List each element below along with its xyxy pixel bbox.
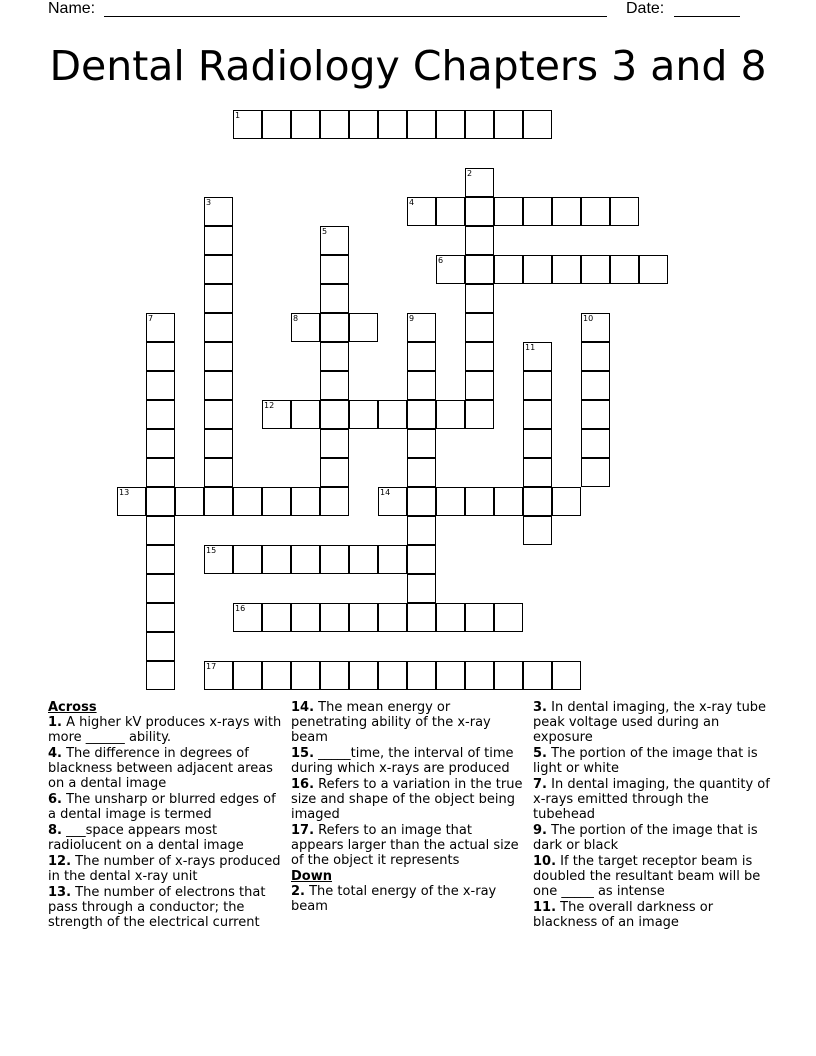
clue-item (48, 715, 284, 745)
clue-item-number: 14. (291, 700, 315, 715)
crossword-cell[interactable] (291, 400, 320, 429)
crossword-cell[interactable] (523, 255, 552, 284)
crossword-cell[interactable] (320, 400, 349, 429)
crossword-cell[interactable] (378, 545, 407, 574)
clue-item-number: 11. (533, 900, 557, 915)
crossword-cell[interactable] (407, 661, 436, 690)
crossword-cell[interactable] (610, 197, 639, 226)
crossword-cell[interactable] (291, 487, 320, 516)
crossword-cell[interactable] (146, 632, 175, 661)
clue-item (291, 777, 523, 822)
crossword-cell[interactable] (552, 487, 581, 516)
crossword-cell[interactable] (262, 661, 291, 690)
crossword-cell[interactable] (581, 197, 610, 226)
clue-number: 11 (525, 343, 536, 352)
crossword-cell[interactable] (436, 197, 465, 226)
crossword-cell[interactable] (291, 661, 320, 690)
date-label: Date: (626, 0, 665, 17)
crossword-cell[interactable] (349, 545, 378, 574)
crossword-cell[interactable] (465, 342, 494, 371)
crossword-cell[interactable] (349, 661, 378, 690)
crossword-cell[interactable] (436, 400, 465, 429)
crossword-cell[interactable] (378, 661, 407, 690)
crossword-cell[interactable] (320, 313, 349, 342)
clue-item-text: The portion of the image that is light or white (533, 746, 758, 776)
crossword-cell[interactable] (233, 603, 262, 632)
crossword-cell[interactable] (465, 197, 494, 226)
clue-item-text: The portion of the image that is dark or black (533, 823, 758, 853)
crossword-cell[interactable] (465, 487, 494, 516)
crossword-cell[interactable] (436, 603, 465, 632)
clue-number: 13 (119, 488, 130, 497)
clue-number: 3 (206, 198, 212, 207)
clue-number: 8 (293, 314, 299, 323)
crossword-cell[interactable] (581, 429, 610, 458)
crossword-cell[interactable] (175, 487, 204, 516)
clue-item-text: If the target receptor beam is doubled the resultant beam will be one _____ as intense (533, 854, 761, 899)
clue-number: 10 (583, 314, 594, 323)
crossword-cell[interactable] (320, 255, 349, 284)
crossword-cell[interactable] (494, 197, 523, 226)
clue-item-number: 16. (291, 777, 315, 792)
crossword-cell[interactable] (378, 487, 407, 516)
page-title: Dental Radiology Chapters 3 and 8 (49, 42, 767, 90)
crossword-cell[interactable] (204, 458, 233, 487)
crossword-cell[interactable] (378, 110, 407, 139)
crossword-cell[interactable] (291, 545, 320, 574)
crossword-cell[interactable] (349, 400, 378, 429)
crossword-cell[interactable] (204, 284, 233, 313)
crossword-cell[interactable] (523, 400, 552, 429)
clue-item-number: 15. (291, 746, 315, 761)
crossword-cell[interactable] (581, 342, 610, 371)
clue-column-1 (48, 700, 284, 931)
crossword-cell[interactable] (378, 603, 407, 632)
crossword-cell[interactable] (320, 342, 349, 371)
clue-item (533, 854, 773, 899)
clue-item-text: Refers to a variation in the true size and shape of the object being imaged (291, 777, 523, 822)
clue-item-number: 4. (48, 746, 62, 761)
crossword-cell[interactable] (407, 110, 436, 139)
crossword-cell[interactable] (233, 110, 262, 139)
crossword-cell[interactable] (523, 429, 552, 458)
clue-item-number: 3. (533, 700, 547, 715)
clue-item-text: The unsharp or blurred edges of a dental image is termed (48, 792, 276, 822)
crossword-cell[interactable] (320, 284, 349, 313)
crossword-cell[interactable] (407, 516, 436, 545)
crossword-cell[interactable] (204, 400, 233, 429)
crossword-cell[interactable] (146, 603, 175, 632)
crossword-cell[interactable] (204, 487, 233, 516)
crossword-cell[interactable] (320, 545, 349, 574)
crossword-cell[interactable] (349, 603, 378, 632)
clue-number: 17 (206, 662, 217, 671)
crossword-cell[interactable] (204, 429, 233, 458)
crossword-cell[interactable] (233, 487, 262, 516)
clue-item-text: A higher kV produces x-rays with more ______ ability. (48, 715, 282, 745)
crossword-cell[interactable] (523, 342, 552, 371)
crossword-cell[interactable] (407, 574, 436, 603)
clue-item-number: 6. (48, 792, 62, 807)
crossword-cell[interactable] (436, 110, 465, 139)
clue-section-heading: Across (48, 700, 97, 715)
clue-number: 1 (235, 111, 241, 120)
crossword-cell[interactable] (146, 545, 175, 574)
clue-item-number: 12. (48, 854, 72, 869)
crossword-cell[interactable] (349, 313, 378, 342)
crossword-cell[interactable] (146, 313, 175, 342)
clue-item-text: The mean energy or penetrating ability of the x-ray beam (291, 700, 491, 745)
crossword-cell[interactable] (523, 110, 552, 139)
crossword-cell[interactable] (523, 197, 552, 226)
crossword-cell[interactable] (146, 458, 175, 487)
crossword-cell[interactable] (407, 458, 436, 487)
crossword-cell[interactable] (407, 197, 436, 226)
clue-item-number: 5. (533, 746, 547, 761)
crossword-cell[interactable] (320, 603, 349, 632)
clue-item (533, 700, 773, 745)
crossword-cell[interactable] (320, 429, 349, 458)
crossword-cell[interactable] (320, 110, 349, 139)
crossword-cell[interactable] (523, 661, 552, 690)
clue-number: 6 (438, 256, 444, 265)
crossword-cell[interactable] (523, 458, 552, 487)
crossword-cell[interactable] (436, 487, 465, 516)
crossword-cell[interactable] (581, 255, 610, 284)
crossword-cell[interactable] (610, 255, 639, 284)
clue-number: 5 (322, 227, 328, 236)
crossword-cell[interactable] (407, 400, 436, 429)
crossword-cell[interactable] (407, 545, 436, 574)
clue-number: 9 (409, 314, 415, 323)
crossword-cell[interactable] (117, 487, 146, 516)
crossword-cell[interactable] (146, 371, 175, 400)
crossword-cell[interactable] (581, 371, 610, 400)
clue-item (48, 792, 284, 822)
crossword-cell[interactable] (407, 487, 436, 516)
crossword-cell[interactable] (523, 371, 552, 400)
crossword-cell[interactable] (262, 545, 291, 574)
clue-item-text: _____time, the interval of time during which x-rays are produced (291, 746, 514, 776)
crossword-cell[interactable] (262, 110, 291, 139)
clue-number: 16 (235, 604, 246, 613)
crossword-cell[interactable] (204, 255, 233, 284)
crossword-cell[interactable] (407, 429, 436, 458)
crossword-cell[interactable] (146, 429, 175, 458)
crossword-cell[interactable] (465, 313, 494, 342)
clue-item (48, 746, 284, 791)
crossword-cell[interactable] (204, 313, 233, 342)
crossword-cell[interactable] (407, 371, 436, 400)
crossword-cell[interactable] (552, 661, 581, 690)
clue-item-number: 9. (533, 823, 547, 838)
crossword-cell[interactable] (291, 110, 320, 139)
crossword-cell[interactable] (146, 574, 175, 603)
crossword-cell[interactable] (494, 661, 523, 690)
crossword-cell[interactable] (320, 458, 349, 487)
clue-number: 15 (206, 546, 217, 555)
clue-list (0, 700, 816, 960)
clue-item-text: The total energy of the x-ray beam (291, 884, 497, 914)
clue-item (48, 823, 284, 853)
clue-section-heading: Down (291, 869, 332, 884)
clue-item (48, 854, 284, 884)
crossword-cell[interactable] (146, 516, 175, 545)
crossword-cell[interactable] (581, 313, 610, 342)
clue-number: 4 (409, 198, 415, 207)
clue-item (291, 884, 523, 914)
clue-item-number: 7. (533, 777, 547, 792)
crossword-cell[interactable] (494, 487, 523, 516)
crossword-cell[interactable] (552, 255, 581, 284)
crossword-cell[interactable] (204, 197, 233, 226)
crossword-cell[interactable] (465, 661, 494, 690)
crossword-cell[interactable] (465, 400, 494, 429)
clue-item-text: The number of electrons that pass through a conductor; the strength of the electrical current (48, 885, 266, 930)
clue-item-text: The difference in degrees of blackness between adjacent areas on a dental image (48, 746, 273, 791)
clue-number: 14 (380, 488, 391, 497)
clue-item-text: In dental imaging, the x-ray tube peak voltage used during an exposure (533, 700, 767, 745)
clue-item (533, 900, 773, 930)
crossword-cell[interactable] (320, 371, 349, 400)
crossword-cell[interactable] (204, 661, 233, 690)
crossword-cell[interactable] (291, 313, 320, 342)
crossword-cell[interactable] (349, 110, 378, 139)
clue-number: 7 (148, 314, 154, 323)
crossword-cell[interactable] (378, 400, 407, 429)
crossword-cell[interactable] (320, 661, 349, 690)
clue-item-number: 1. (48, 715, 62, 730)
clue-item-text: ___space appears most radiolucent on a dental image (48, 823, 244, 853)
clue-item (48, 885, 284, 930)
crossword-cell[interactable] (436, 255, 465, 284)
crossword-cell[interactable] (320, 226, 349, 255)
crossword-cell[interactable] (581, 458, 610, 487)
crossword-cell[interactable] (436, 661, 465, 690)
crossword-cell[interactable] (494, 255, 523, 284)
crossword-cell[interactable] (146, 342, 175, 371)
clue-item (291, 823, 523, 868)
crossword-cell[interactable] (407, 603, 436, 632)
clue-item-number: 13. (48, 885, 72, 900)
clue-item-text: In dental imaging, the quantity of x-rays emitted through the tubehead (533, 777, 770, 822)
clue-column-3 (533, 700, 773, 931)
crossword-cell[interactable] (639, 255, 668, 284)
clue-item-text: The number of x-rays produced in the dental x-ray unit (48, 854, 281, 884)
crossword-cell[interactable] (233, 661, 262, 690)
crossword-cell[interactable] (523, 487, 552, 516)
crossword-cell[interactable] (320, 487, 349, 516)
crossword-cell[interactable] (291, 603, 320, 632)
crossword-cell[interactable] (494, 110, 523, 139)
crossword-cell[interactable] (523, 516, 552, 545)
crossword-cell[interactable] (465, 110, 494, 139)
clue-item-text: Refers to an image that appears larger than the actual size of the object it represents (291, 823, 519, 868)
crossword-cell[interactable] (146, 661, 175, 690)
crossword-cell[interactable] (204, 545, 233, 574)
crossword-cell[interactable] (465, 168, 494, 197)
clue-item (533, 777, 773, 822)
crossword-cell[interactable] (494, 603, 523, 632)
crossword-cell[interactable] (146, 400, 175, 429)
crossword-cell[interactable] (204, 371, 233, 400)
crossword-cell[interactable] (233, 545, 262, 574)
crossword-cell[interactable] (552, 197, 581, 226)
clue-item-number: 2. (291, 884, 305, 899)
crossword-cell[interactable] (262, 603, 291, 632)
crossword-cell[interactable] (204, 342, 233, 371)
crossword-cell[interactable] (465, 603, 494, 632)
crossword-cell[interactable] (262, 400, 291, 429)
clue-number: 12 (264, 401, 275, 410)
clue-item (291, 700, 523, 745)
clue-item-number: 17. (291, 823, 315, 838)
clue-item-text: The overall darkness or blackness of an image (533, 900, 714, 930)
crossword-cell[interactable] (581, 400, 610, 429)
name-label: Name: (48, 0, 96, 17)
clue-item (533, 746, 773, 776)
crossword-cell[interactable] (465, 226, 494, 255)
clue-column-2 (291, 700, 523, 915)
clue-number: 2 (467, 169, 473, 178)
crossword-cell[interactable] (465, 284, 494, 313)
crossword-cell[interactable] (262, 487, 291, 516)
clue-item (533, 823, 773, 853)
crossword-cell[interactable] (146, 487, 175, 516)
crossword-cell[interactable] (465, 371, 494, 400)
clue-item-number: 10. (533, 854, 557, 869)
crossword-cell[interactable] (407, 342, 436, 371)
clue-item (291, 746, 523, 776)
crossword-cell[interactable] (465, 255, 494, 284)
crossword-cell[interactable] (204, 226, 233, 255)
crossword-cell[interactable] (407, 313, 436, 342)
clue-item-number: 8. (48, 823, 62, 838)
